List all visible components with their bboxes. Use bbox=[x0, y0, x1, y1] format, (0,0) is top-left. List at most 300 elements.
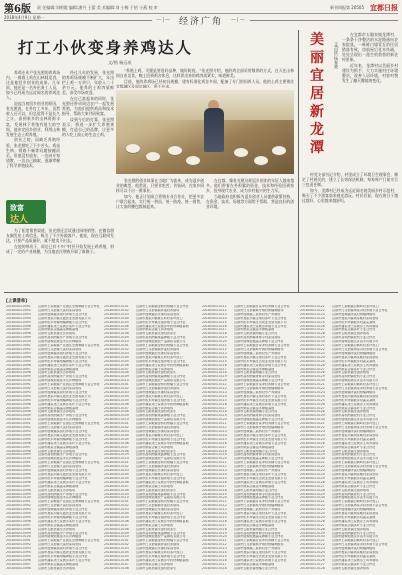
notice-entry-id: 20180403-0129 bbox=[300, 336, 325, 340]
notice-entry-text: 宜都市枝城镇洋溪村柑橘种植场 bbox=[332, 508, 376, 512]
notice-entry-text: 宜都市红花套镇杨守敬村柑橘种植场 bbox=[234, 543, 284, 547]
notice-entry-text: 宜都市聂家河镇周家畈村家庭农场 bbox=[332, 394, 379, 398]
notice-entry-id: 20180403-0110 bbox=[104, 496, 129, 500]
notice-entry-id: 20180403-0116 bbox=[202, 402, 227, 406]
section-ornament-left: —|— bbox=[156, 17, 171, 23]
notice-entry-text: 宜都市高坝洲镇果蔬种植专业合作社 bbox=[136, 531, 186, 535]
notice-entry-text: 宜都市姚家店镇蔬菜种植基地 bbox=[38, 445, 79, 449]
notice-entry-id: 20180403-0123 bbox=[300, 508, 325, 512]
notice-entry-text: 宜都市陆城街道苗木花卉种植场 bbox=[38, 418, 82, 422]
notice-entry-id: 20180403-0103 bbox=[104, 312, 129, 316]
notice-entry-id: 20180403-0092 bbox=[6, 347, 31, 351]
notice-entry-id: 20180403-0130 bbox=[300, 496, 325, 500]
notice-entry-text: 宜都市姚家店镇土鸡养殖场 bbox=[136, 445, 174, 449]
feature-badge bbox=[6, 200, 46, 224]
notice-entry-id: 20180403-0092 bbox=[6, 426, 31, 430]
notice-entry-id: 20180403-0101 bbox=[104, 461, 129, 465]
notice-list-column bbox=[104, 305, 200, 572]
notice-entry-id: 20180403-0112 bbox=[202, 465, 227, 469]
notice-entry-text: 宜都市松木坪镇生猪养殖专业合作社 bbox=[136, 320, 186, 324]
notice-entry-id: 20180403-0101 bbox=[104, 344, 129, 348]
paragraph: 当地政府也积极为返乡创业人员提供政策扶持，在资金、技术、场地等方面给予帮助，营造良好的创业环境。 bbox=[206, 193, 294, 210]
notice-entry-text: 宜都市五眼泉镇龙潭村农家乐 bbox=[136, 449, 177, 453]
notice-entry-id: 20180403-0127 bbox=[300, 406, 325, 410]
notice-entry-text: 宜都市枝城镇白水港村家庭农场 bbox=[136, 469, 180, 473]
notice-entry-text: 宜都市松木坪镇生态农业发展有限公司 bbox=[234, 320, 287, 324]
notice-entry-text: 宜都市五眼泉镇生态养殖场 bbox=[38, 449, 76, 453]
notice-entry-id: 20180403-0110 bbox=[104, 418, 129, 422]
notice-entry-text: 宜都市枝城镇洋溪村柑橘种植场 bbox=[332, 312, 376, 316]
notice-entry-id: 20180403-0101 bbox=[104, 383, 129, 387]
notice-entry-text: 宜都市松木坪镇生态农业发展有限公司 bbox=[234, 515, 287, 519]
notice-entry-text: 宜都市聂家河镇花鼓农业发展有限公司 bbox=[38, 551, 91, 555]
notice-entry-id: 20180403-0113 bbox=[202, 469, 227, 473]
notice-entry-text: 宜都市枝城镇白水港村家庭农场 bbox=[136, 430, 180, 433]
notice-entry-id: 20180403-0114 bbox=[202, 551, 227, 555]
notice-entry-text: 宜都市枝城镇白水港村家庭农场 bbox=[136, 312, 180, 316]
notice-entry-id: 20180403-0129 bbox=[300, 375, 325, 379]
paragraph: 说起当初回乡创业的原因，张光照说，在外打工多年，虽然收入还可以，但总觉得不是长久之计。看到家乡的山林资源丰富，发展林下养殖有很大的空间，他决定回乡创业，利用山林发展生态土鸡养殖。 bbox=[6, 101, 60, 137]
notice-entry-text: 宜都市枝城镇白水港村家庭农场 bbox=[136, 390, 180, 394]
notice-entry-id: 20180403-0110 bbox=[104, 457, 129, 461]
notice-entry-text: 宜都市松木坪镇柑橘种植专业合作社 bbox=[38, 359, 88, 363]
notice-entry-id: 20180403-0128 bbox=[300, 410, 325, 414]
notice-entry-id: 20180403-0115 bbox=[202, 320, 227, 324]
notice-entry-id: 20180403-0123 bbox=[300, 312, 325, 316]
notice-entry-id: 20180403-0118 bbox=[202, 332, 227, 336]
notice-entry-text: 宜都市松木坪镇生猪养殖专业合作社 bbox=[136, 476, 186, 480]
notice-entry-id: 20180403-0112 bbox=[202, 543, 227, 547]
notice-entry-id: 20180403-0115 bbox=[202, 437, 227, 441]
notice-entry-text: 宜都市五眼泉镇龙潭村农家乐 bbox=[136, 566, 177, 570]
notice-entry-id: 20180403-0123 bbox=[300, 351, 325, 355]
notice-entry-text: 宜都市五眼泉镇龙潭村农家乐 bbox=[136, 488, 177, 492]
paragraph: 如今，他正计划成立养殖专业合作社，把更多农户联合起来，实行统一供苗、统一防疫、统一销售，让大家的腰包都鼓起来。 bbox=[116, 193, 204, 210]
notice-entry-text: 宜都市姚家店镇蔬菜种植基地 bbox=[38, 523, 79, 527]
notice-entry-id: 20180403-0129 bbox=[300, 492, 325, 496]
notice-entry-text: 宜都市聂家河镇宝塔村茶叶专业合作社 bbox=[234, 433, 287, 437]
notice-entry-text: 宜都市红花套镇杨守敬村柑橘种植场 bbox=[234, 504, 284, 508]
notice-entry-id: 20180403-0110 bbox=[104, 340, 129, 344]
notice-entry-text: 宜都市王家畈镇产业园区宏源种植专业合作社 bbox=[38, 383, 100, 387]
notice-entry-id: 20180403-0097 bbox=[6, 445, 31, 449]
photo-person bbox=[204, 108, 224, 152]
notice-entry-id: 20180403-0108 bbox=[104, 332, 129, 336]
notice-entry-id: 20180403-0123 bbox=[300, 469, 325, 473]
notice-entry-id: 20180403-0105 bbox=[104, 515, 129, 519]
notice-entry-text: 宜都市王家畈镇白鹤岭村茶叶加工厂 bbox=[332, 422, 382, 426]
notice-entry-id: 20180403-0100 bbox=[6, 340, 31, 344]
notice-entry-text: 宜都市王家畈镇产业园区宏源种植专业合作社 bbox=[38, 422, 100, 426]
notice-entry-text: 宜都市红花套镇渔洋溪村养猪场 bbox=[136, 543, 180, 547]
feature-author: 文/田恬 杨春晓 bbox=[334, 42, 339, 69]
notice-entry-text: 宜都市陆城街道苗木花卉种植场 bbox=[38, 496, 82, 500]
notice-entry-text: 宜都市松木坪镇猇亭村蔬菜基地 bbox=[332, 515, 376, 519]
notice-entry-id: 20180403-0109 bbox=[104, 453, 129, 457]
notice-entry-id: 20180403-0116 bbox=[202, 480, 227, 484]
notice-entry-text: 宜都市潘家湾土家族乡养殖专业合作社 bbox=[234, 558, 287, 562]
notice-entry-text: 宜都市聂家河镇桃花岭村茶叶加工厂 bbox=[136, 355, 186, 359]
notice-entry-id: 20180403-0112 bbox=[202, 426, 227, 430]
notice-entry-id: 20180403-0111 bbox=[202, 383, 227, 387]
notice-entry-text: 宜都市姚家店镇苗木种植基地 bbox=[234, 484, 275, 488]
notice-entry-id: 20180403-0113 bbox=[202, 351, 227, 355]
notice-entry-id: 20180403-0110 bbox=[104, 535, 129, 539]
notice-entry-id: 20180403-0099 bbox=[6, 453, 31, 457]
notice-entry-id: 20180403-0114 bbox=[202, 394, 227, 398]
notice-entry-id: 20180403-0130 bbox=[300, 340, 325, 344]
notice-entry-id: 20180403-0128 bbox=[300, 488, 325, 492]
paragraph: 经过几年的发展，张光照的养鸡场规模不断扩大，年出栏土鸡一万余只，年收入二十余万元。他养的土鸡肉质鲜美，深受市场欢迎。 bbox=[62, 70, 114, 96]
notice-entry-text: 宜都市松木坪镇柑橘种植专业合作社 bbox=[38, 320, 88, 324]
notice-entry-id: 20180403-0106 bbox=[104, 363, 129, 367]
article-photo bbox=[116, 90, 294, 174]
notice-entry-text: 宜都市高坝洲镇水产养殖专业合作社 bbox=[38, 375, 88, 379]
notice-entry-id: 20180403-0114 bbox=[202, 433, 227, 437]
notice-entry-id: 20180403-0095 bbox=[6, 320, 31, 324]
section-header bbox=[4, 14, 398, 26]
paragraph: 在宜都，像张光照这样返乡创业的年轻人越来越多。他们带着在外积累的资金、技术和经验回到家乡，投身现代农业，成为乡村振兴的生力军。 bbox=[206, 178, 294, 194]
notice-entry-text: 宜都市红花套镇周家河村养殖专业合作社 bbox=[332, 308, 388, 312]
notice-entry-text: 宜都市王家畈镇白鹤岭村茶叶加工厂 bbox=[332, 305, 382, 308]
notice-entry-text: 宜都市潘家湾土家族乡中药材种植基地 bbox=[136, 558, 189, 562]
notice-entry-text: 宜都市高坝洲镇果蔬种植专业合作社 bbox=[136, 492, 186, 496]
notice-entry-text: 宜都市聂家河镇花鼓农业发展有限公司 bbox=[38, 472, 91, 476]
notice-entry-text: 宜都市松木坪镇生猪养殖专业合作社 bbox=[136, 515, 186, 519]
notice-entry-text: 宜都市姚家店镇蔬菜种植基地 bbox=[38, 406, 79, 410]
notice-entry-id: 20180403-0107 bbox=[104, 484, 129, 488]
notice-entry-id: 20180403-0092 bbox=[6, 504, 31, 508]
notice-entry-text: 宜都市松木坪镇生态农业发展有限公司 bbox=[234, 555, 287, 558]
notice-entry-id: 20180403-0109 bbox=[104, 492, 129, 496]
notice-entry-text: 宜都市聂家河镇周家畈村家庭农场 bbox=[332, 472, 379, 476]
notice-entry-id: 20180403-0091 bbox=[6, 461, 31, 465]
notice-entry-id: 20180403-0119 bbox=[202, 453, 227, 457]
notice-entry-id: 20180403-0125 bbox=[300, 320, 325, 324]
notice-entry-text: 宜都市陆城街道花卉苗木有限公司 bbox=[332, 379, 379, 383]
notice-entry-text: 宜都市松木坪镇生猪养殖专业合作社 bbox=[136, 398, 186, 402]
notice-entry-text: 宜都市松木坪镇柑橘种植专业合作社 bbox=[38, 437, 88, 441]
notice-entry-text: 宜都市高坝洲镇青林寺村家庭农场 bbox=[234, 336, 281, 340]
notice-entry-text: 宜都市枝城镇三板桥村水产养殖场 bbox=[234, 430, 281, 433]
notice-entry-text: 宜都市陆城街道苗木花卉种植场 bbox=[38, 379, 82, 383]
notice-entry-text: 宜都市姚家店镇土鸡养殖场 bbox=[136, 367, 174, 371]
notice-entry-id: 20180403-0107 bbox=[104, 445, 129, 449]
notice-entry-text: 宜都市聂家河镇花鼓农业发展有限公司 bbox=[38, 394, 91, 398]
notice-entry-text: 宜都市高坝洲镇农机专业合作社 bbox=[332, 453, 376, 457]
notice-entry-id: 20180403-0098 bbox=[6, 371, 31, 375]
notice-entry-id: 20180403-0092 bbox=[6, 465, 31, 469]
notice-entry-id: 20180403-0115 bbox=[202, 398, 227, 402]
notice-entry-text: 宜都市枝城镇洋溪村柑橘种植场 bbox=[332, 469, 376, 473]
notice-entry-text: 宜都市红花套镇渔洋溪村养猪场 bbox=[136, 347, 180, 351]
notice-entry-id: 20180403-0126 bbox=[300, 480, 325, 484]
notice-entry-id: 20180403-0111 bbox=[202, 500, 227, 504]
notice-entry-id: 20180403-0091 bbox=[6, 422, 31, 426]
notice-entry-text: 宜都市聂家河镇桃花岭村茶叶加工厂 bbox=[136, 316, 186, 320]
notice-entry-id: 20180403-0115 bbox=[202, 476, 227, 480]
notice-entry-text: 宜都市陆城街道花卉苗木有限公司 bbox=[332, 535, 379, 539]
notice-entry-text: 宜都市枝城镇三板桥村水产养殖场 bbox=[234, 508, 281, 512]
notice-entry-text: 宜都市松木坪镇猇亭村蔬菜基地 bbox=[332, 555, 376, 558]
notice-entry-id: 20180403-0095 bbox=[6, 437, 31, 441]
notice-entry-id: 20180403-0114 bbox=[202, 316, 227, 320]
paragraph: 创业之初，因缺乏养殖经验，张光照吃了不少苦头。鸡苗生病、销路不畅等问题接踵而至。但他没有放弃，一边向专家请教，一边自己摸索，逐渐掌握了科学养殖技术。 bbox=[6, 137, 60, 168]
notice-entry-text: 宜都市红花套镇渔洋溪村养猪场 bbox=[136, 504, 180, 508]
notice-entry-text: 宜都市王家畈镇产业园区宏源种植专业合作社 bbox=[38, 344, 100, 348]
notice-entry-id: 20180403-0113 bbox=[202, 390, 227, 394]
notice-entry-id: 20180403-0103 bbox=[104, 390, 129, 394]
notice-title: [上课清单] bbox=[6, 299, 28, 304]
notice-entry-text: 宜都市聂家河镇宝塔村茶叶专业合作社 bbox=[234, 551, 287, 555]
notice-entry-id: 20180403-0120 bbox=[202, 535, 227, 539]
notice-entry-text: 宜都市红花套镇周家河村养殖专业合作社 bbox=[332, 543, 388, 547]
notice-entry-text: 宜都市姚家店镇茶叶专业合作社 bbox=[332, 445, 376, 449]
notice-entry-text: 宜都市姚家店镇蔬菜种植基地 bbox=[38, 562, 79, 566]
notice-entry-id: 20180403-0111 bbox=[202, 422, 227, 426]
notice-entry-text: 宜都市潘家湾土家族乡土鸡养殖场 bbox=[332, 363, 379, 367]
notice-entry-text: 宜都市松木坪镇生猪养殖专业合作社 bbox=[136, 437, 186, 441]
notice-entry-text: 宜都市枝城镇洋溪村柑橘种植场 bbox=[332, 547, 376, 551]
notice-entry-id: 20180403-0099 bbox=[6, 492, 31, 496]
notice-entry-text: 宜都市枝城镇茶园村养殖专业合作社 bbox=[38, 390, 88, 394]
paragraph: 养鸡专业户张光照的养鸡场内，一群群土鸡在山林间觅食，这是他回乡创业的成果。几年前，他还是一名外出务工人员，如今已经成为远近闻名的养鸡达人。 bbox=[6, 70, 60, 101]
notice-entry-id: 20180403-0098 bbox=[6, 488, 31, 492]
notice-entry-text: 宜都市高坝洲镇果蔬种植专业合作社 bbox=[136, 414, 186, 418]
notice-entry-id: 20180403-0125 bbox=[300, 398, 325, 402]
notice-entry-text: 宜都市高坝洲镇果蔬种植专业合作社 bbox=[136, 453, 186, 457]
notice-entry-id: 20180403-0129 bbox=[300, 414, 325, 418]
notice-entry-text: 宜都市王家畈镇甘家冲村养蜂专业合作社 bbox=[234, 422, 290, 426]
notice-entry-text: 宜都市王家畈镇产业园区宏源种植专业合作社 bbox=[38, 539, 100, 543]
feature-title-char: 宜 bbox=[310, 68, 324, 84]
notice-entry-text: 宜都市潘家湾土家族乡养殖专业合作社 bbox=[234, 402, 287, 406]
photo-hen bbox=[168, 146, 182, 155]
notice-entry-text: 宜都市王家畈镇产业园区宏源种植专业合作社 bbox=[38, 500, 100, 504]
notice-entry-text: 宜都市姚家店镇蔬菜种植基地 bbox=[38, 328, 79, 332]
notice-entry-id: 20180403-0117 bbox=[202, 484, 227, 488]
feature-title-char: 新 bbox=[310, 104, 324, 120]
notice-entry-id: 20180403-0091 bbox=[6, 383, 31, 387]
notice-entry-id: 20180403-0111 bbox=[202, 305, 227, 308]
notice-entry-id: 20180403-0117 bbox=[202, 445, 227, 449]
notice-entry-text: 宜都市高坝洲镇青林寺村家庭农场 bbox=[234, 414, 281, 418]
notice-entry-id: 20180403-0121 bbox=[300, 539, 325, 543]
notice-entry-text: 宜都市潘家湾土家族乡中药材种植基地 bbox=[136, 519, 189, 523]
notice-entry-text: 宜都市王家畈镇甘家冲村养蜂专业合作社 bbox=[234, 500, 290, 504]
notice-entry-text: 宜都市红花套镇周家河村养殖专业合作社 bbox=[332, 504, 388, 508]
notice-entry-id: 20180403-0126 bbox=[300, 324, 325, 328]
notice-entry-id: 20180403-0117 bbox=[202, 562, 227, 566]
notice-entry-text: 宜都市松木坪镇猇亭村蔬菜基地 bbox=[332, 359, 376, 363]
notice-entry-text: 宜都市潘家湾土家族乡中药材种植基地 bbox=[136, 363, 189, 367]
issue-date: 2018年4月9日 星期一 bbox=[4, 15, 45, 20]
article-column-1 bbox=[6, 70, 60, 194]
section-ornament-right: —|— bbox=[231, 17, 246, 23]
notice-entry-id: 20180403-0102 bbox=[104, 543, 129, 547]
notice-entry-text: 宜都市王家畈镇白鹤岭村茶叶加工厂 bbox=[332, 383, 382, 387]
notice-entry-id: 20180403-0107 bbox=[104, 367, 129, 371]
notice-entry-text: 宜都市枝城镇茶园村养殖专业合作社 bbox=[38, 547, 88, 551]
notice-entry-id: 20180403-0113 bbox=[202, 508, 227, 512]
notice-entry-text: 宜都市枝城镇三板桥村水产养殖场 bbox=[234, 351, 281, 355]
feature-title-char: 潭 bbox=[310, 140, 324, 156]
notice-entry-id: 20180403-0116 bbox=[202, 519, 227, 523]
notice-entry-text: 宜都市枝城镇三板桥村水产养殖场 bbox=[234, 547, 281, 551]
notice-entry-text: 宜都市松木坪镇生态农业发展有限公司 bbox=[234, 398, 287, 402]
notice-entry-id: 20180403-0101 bbox=[104, 500, 129, 504]
notice-entry-text: 宜都市姚家店镇土鸡养殖场 bbox=[136, 406, 174, 410]
notice-entry-text: 宜都市王家畈镇金桥村柑橘专业合作社 bbox=[136, 500, 189, 504]
notice-entry-id: 20180403-0100 bbox=[6, 457, 31, 461]
notice-entry-id: 20180403-0112 bbox=[202, 308, 227, 312]
notice-entry-id: 20180403-0103 bbox=[104, 430, 129, 433]
notice-entry-text: 宜都市五眼泉镇生猪养殖场 bbox=[332, 527, 370, 531]
notice-entry-text: 宜都市王家畈镇甘家冲村养蜂专业合作社 bbox=[234, 344, 290, 348]
notice-entry-text: 宜都市潘家湾土家族乡茶叶专业合作社 bbox=[38, 480, 91, 484]
notice-entry-id: 20180403-0094 bbox=[6, 394, 31, 398]
notice-entry-id: 20180403-0101 bbox=[104, 539, 129, 543]
notice-entry-id: 20180403-0126 bbox=[300, 402, 325, 406]
notice-entry-text: 宜都市姚家店镇土鸡养殖场 bbox=[136, 328, 174, 332]
notice-entry-id: 20180403-0104 bbox=[104, 433, 129, 437]
notice-entry-text: 宜都市聂家河镇周家畈村家庭农场 bbox=[332, 512, 379, 516]
notice-entry-id: 20180403-0112 bbox=[202, 347, 227, 351]
feature-title-char: 丽 bbox=[310, 50, 324, 66]
notice-entry-id: 20180403-0093 bbox=[6, 508, 31, 512]
notice-entry-id: 20180403-0113 bbox=[202, 547, 227, 551]
paragraph: 谈到今后的打算，张光照表示，将进一步扩大养殖规模，打造自己的品牌，让更多的人吃上放心的生态土鸡。 bbox=[62, 117, 114, 138]
notice-entry-text: 宜都市潘家湾土家族乡茶叶专业合作社 bbox=[38, 558, 91, 562]
notice-entry-id: 20180403-0120 bbox=[202, 457, 227, 461]
notice-entry-text: 宜都市五眼泉镇柑橘专业合作社 bbox=[234, 449, 278, 453]
notice-entry-id: 20180403-0105 bbox=[104, 476, 129, 480]
notice-entry-id: 20180403-0112 bbox=[202, 504, 227, 508]
notice-entry-id: 20180403-0116 bbox=[202, 441, 227, 445]
notice-entry-id: 20180403-0122 bbox=[300, 347, 325, 351]
notice-entry-text: 宜都市姚家店镇蔬菜种植基地 bbox=[38, 484, 79, 488]
notice-entry-id: 20180403-0119 bbox=[202, 375, 227, 379]
notice-entry-text: 宜都市枝城镇茶园村养殖专业合作社 bbox=[38, 469, 88, 473]
notice-entry-id: 20180403-0103 bbox=[104, 351, 129, 355]
notice-entry-text: 宜都市潘家湾土家族乡养殖专业合作社 bbox=[234, 441, 287, 445]
notice-entry-text: 宜都市松木坪镇猇亭村蔬菜基地 bbox=[332, 476, 376, 480]
notice-entry-id: 20180403-0095 bbox=[6, 359, 31, 363]
notice-entry-id: 20180403-0108 bbox=[104, 410, 129, 414]
notice-entry-text: 宜都市高坝洲镇果蔬种植专业合作社 bbox=[136, 336, 186, 340]
article-byline: 文/图 杨远泉 bbox=[108, 60, 132, 65]
notice-entry-id: 20180403-0097 bbox=[6, 523, 31, 527]
notice-entry-text: 宜都市红花套镇渔洋溪村养猪场 bbox=[136, 426, 180, 430]
notice-entry-id: 20180403-0115 bbox=[202, 555, 227, 558]
notice-entry-text: 宜都市潘家湾土家族乡中药材种植基地 bbox=[136, 441, 189, 445]
notice-entry-id: 20180403-0120 bbox=[202, 496, 227, 500]
notice-entry-id: 20180403-0117 bbox=[202, 328, 227, 332]
notice-entry-id: 20180403-0109 bbox=[104, 375, 129, 379]
notice-entry-text: 宜都市王家畈镇金桥村柑橘专业合作社 bbox=[136, 422, 189, 426]
badge-line-2: 达人 bbox=[10, 215, 29, 225]
notice-entry-id: 20180403-0125 bbox=[300, 515, 325, 519]
notice-entry-text: 宜都市五眼泉镇生猪养殖场 bbox=[332, 371, 370, 375]
notice-entry-text: 宜都市潘家湾土家族乡中药材种植基地 bbox=[136, 324, 189, 328]
notice-entry-text: 宜都市五眼泉镇柑橘专业合作社 bbox=[234, 332, 278, 336]
notice-entry-id: 20180403-0107 bbox=[104, 523, 129, 527]
notice-entry-id: 20180403-0111 bbox=[202, 539, 227, 543]
paragraph: 如今，龙潭村已经成为远近闻名的美丽乡村示范村，吸引了不少游客前来观光游玩。村民们说，现在的日子越过越好，心里越来越舒坦。 bbox=[302, 187, 398, 204]
notice-entry-id: 20180403-0094 bbox=[6, 433, 31, 437]
notice-entry-id: 20180403-0115 bbox=[202, 515, 227, 519]
notice-entry-id: 20180403-0128 bbox=[300, 449, 325, 453]
notice-entry-text: 宜都市潘家湾土家族乡养殖专业合作社 bbox=[234, 519, 287, 523]
notice-entry-text: 宜都市王家畈镇金桥村柑橘专业合作社 bbox=[136, 344, 189, 348]
notice-entry-id: 20180403-0128 bbox=[300, 527, 325, 531]
notice-entry-text: 宜都市姚家店镇茶叶专业合作社 bbox=[332, 562, 376, 566]
notice-entry-id: 20180403-0126 bbox=[300, 441, 325, 445]
notice-entry-id: 20180403-0100 bbox=[6, 535, 31, 539]
paragraph: 张光照的创业故事在当地广为流传，成为返乡创业的典型。他常说，只要肯吃苦，肯钻研，在家乡同样可以干出一番事业。 bbox=[116, 178, 204, 194]
notice-entry-text: 宜都市五眼泉镇龙潭村农家乐 bbox=[136, 371, 177, 375]
notice-entry-text: 宜都市陆城街道蔬菜种植专业合作社 bbox=[234, 496, 284, 500]
notice-entry-text: 宜都市陆城街道农产品销售有限公司 bbox=[136, 535, 186, 539]
notice-entry-id: 20180403-0096 bbox=[6, 480, 31, 484]
notice-entry-id: 20180403-0092 bbox=[6, 308, 31, 312]
notice-entry-id: 20180403-0129 bbox=[300, 453, 325, 457]
notice-entry-text: 宜都市姚家店镇茶叶专业合作社 bbox=[332, 328, 376, 332]
notice-entry-text: 宜都市潘家湾土家族乡养殖专业合作社 bbox=[234, 480, 287, 484]
notice-divider bbox=[4, 292, 398, 293]
notice-entry-text: 宜都市枝城镇茶园村养殖专业合作社 bbox=[38, 430, 88, 433]
notice-entry-text: 宜都市姚家店镇苗木种植基地 bbox=[234, 523, 275, 527]
notice-entry-id: 20180403-0127 bbox=[300, 484, 325, 488]
notice-entry-id: 20180403-0100 bbox=[6, 418, 31, 422]
notice-entry-id: 20180403-0120 bbox=[202, 379, 227, 383]
notice-entry-id: 20180403-0096 bbox=[6, 441, 31, 445]
notice-entry-text: 宜都市高坝洲镇农机专业合作社 bbox=[332, 336, 376, 340]
notice-entry-text: 宜都市陆城街道蔬菜种植专业合作社 bbox=[234, 340, 284, 344]
notice-entry-id: 20180403-0094 bbox=[6, 316, 31, 320]
notice-entry-id: 20180403-0122 bbox=[300, 543, 325, 547]
notice-entry-text: 宜都市陆城街道蔬菜种植专业合作社 bbox=[234, 457, 284, 461]
notice-entry-id: 20180403-0114 bbox=[202, 512, 227, 516]
notice-entry-id: 20180403-0114 bbox=[202, 472, 227, 476]
notice-entry-text: 宜都市姚家店镇蔬菜种植基地 bbox=[38, 367, 79, 371]
masthead bbox=[4, 2, 398, 14]
notice-entry-text: 宜都市王家畈镇金桥村柑橘专业合作社 bbox=[136, 383, 189, 387]
notice-entry-id: 20180403-0100 bbox=[6, 379, 31, 383]
notice-entry-id: 20180403-0096 bbox=[6, 519, 31, 523]
notice-entry-text: 宜都市聂家河镇桃花岭村茶叶加工厂 bbox=[136, 433, 186, 437]
notice-entry-text: 宜都市王家畈镇白鹤岭村茶叶加工厂 bbox=[332, 539, 382, 543]
notice-entry-id: 20180403-0105 bbox=[104, 320, 129, 324]
notice-entry-id: 20180403-0128 bbox=[300, 332, 325, 336]
notice-entry-id: 20180403-0105 bbox=[104, 398, 129, 402]
notice-entry-text: 宜都市潘家湾土家族乡茶叶专业合作社 bbox=[38, 363, 91, 367]
notice-entry-id: 20180403-0121 bbox=[300, 422, 325, 426]
notice-entry-id: 20180403-0094 bbox=[6, 512, 31, 516]
notice-entry-text: 宜都市红花套镇大溪村家庭农场 bbox=[38, 347, 82, 351]
notice-entry-id: 20180403-0095 bbox=[6, 398, 31, 402]
notice-entry-text: 宜都市姚家店镇土鸡养殖场 bbox=[136, 523, 174, 527]
paragraph: 在宜都市五眼泉镇龙潭村，一条条干净整洁的水泥路通向农家院落，一栋栋白墙青瓦的民居错落有致，房前屋后花木扶疏，处处呈现出一派生机勃勃的新农村景象。 bbox=[342, 32, 398, 63]
paper-name: 宜都日报 bbox=[370, 2, 398, 12]
notice-entry-text: 宜都市高坝洲镇农机专业合作社 bbox=[332, 375, 376, 379]
notice-entry-text: 宜都市五眼泉镇龙潭村农家乐 bbox=[136, 527, 177, 531]
notice-entry-text: 宜都市红花套镇周家河村养殖专业合作社 bbox=[332, 347, 388, 351]
notice-entry-id: 20180403-0097 bbox=[6, 484, 31, 488]
notice-entry-text: 宜都市高坝洲镇青林寺村家庭农场 bbox=[234, 531, 281, 535]
notice-entry-id: 20180403-0104 bbox=[104, 512, 129, 516]
notice-entry-id: 20180403-0122 bbox=[300, 387, 325, 391]
